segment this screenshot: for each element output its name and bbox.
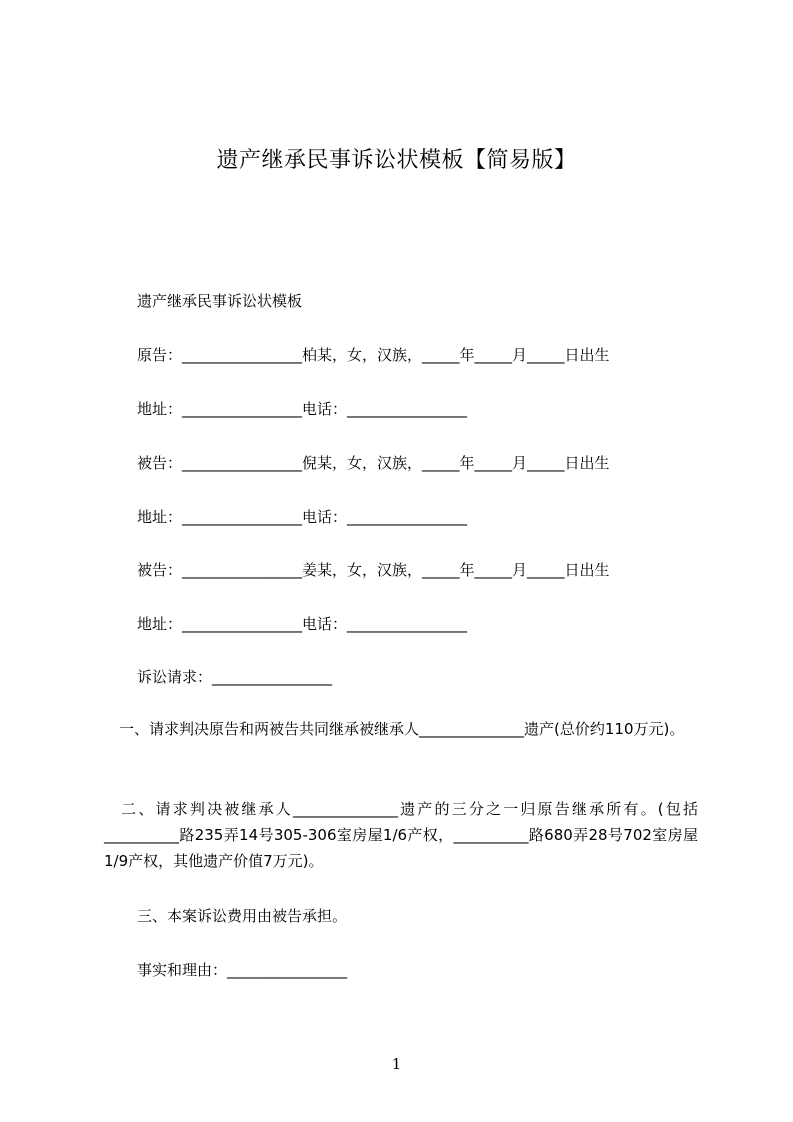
claims-label: 诉讼请求：________________: [137, 668, 333, 686]
facts-label: 事实和理由：________________: [137, 961, 348, 979]
defendant1-address-line: 地址：________________电话：________________: [137, 508, 468, 526]
claim-2: 二、请求判决被继承人______________遗产的三分之一归原告继承所有。(包括__________路235弄14号305-306室房屋1/6产权，__________路680弄28号702室房屋1/9产权，其他遗产价值7万元)。: [104, 800, 698, 870]
claim-3: 三、本案诉讼费用由被告承担。: [137, 907, 348, 925]
claim-1: 一、请求判决原告和两被告共同继承被继承人______________遗产(总价约110万元)。: [104, 720, 685, 738]
plaintiff-address-line: 地址：________________电话：________________: [137, 400, 468, 418]
defendant2-line: 被告：________________姜某，女，汉族，_____年_____月_____日出生: [137, 561, 610, 579]
plaintiff-line: 原告：________________柏某，女，汉族，_____年_____月_____日出生: [137, 346, 610, 364]
document-title: 遗产继承民事诉讼状模板【简易版】: [216, 148, 577, 173]
page-number: 1: [391, 1055, 402, 1073]
subtitle: 遗产继承民事诉讼状模板: [137, 292, 303, 310]
defendant2-address-line: 地址：________________电话：________________: [137, 615, 468, 633]
defendant1-line: 被告：________________倪某，女，汉族，_____年_____月_____日出生: [137, 454, 610, 472]
